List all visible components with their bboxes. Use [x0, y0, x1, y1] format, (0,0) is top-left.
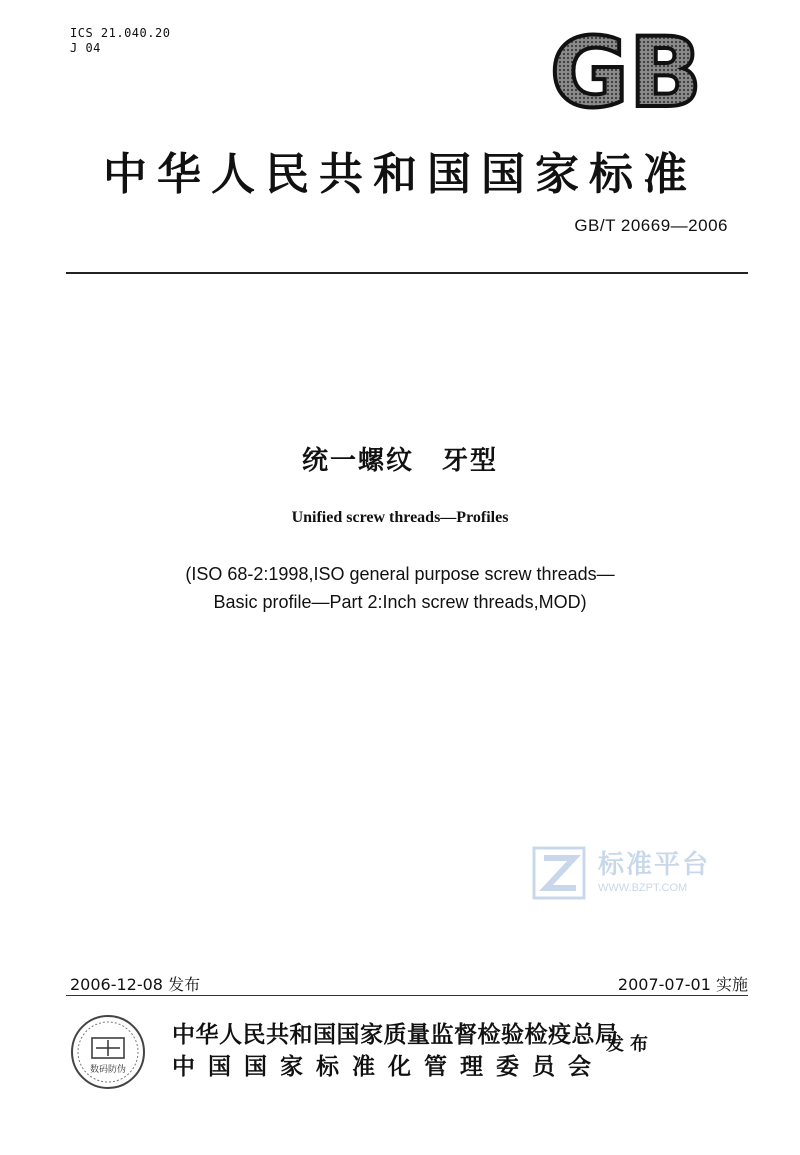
- issuer-sac: 中国国家标准化管理委员会: [172, 1054, 604, 1080]
- iso-reference-line2: Basic profile—Part 2:Inch screw threads,MOD): [213, 592, 587, 612]
- watermark: [530, 842, 730, 904]
- watermark-text: 标准平台: [598, 850, 711, 880]
- watermark-z-icon: [530, 842, 590, 902]
- header-divider: [66, 272, 748, 274]
- title-cn-part2: 牙型: [442, 446, 499, 476]
- document-title-cn: [0, 440, 800, 477]
- iso-reference: [0, 560, 800, 616]
- ics-classification: [70, 26, 170, 56]
- national-standard-title: 中华人民共和国国家标准: [103, 149, 697, 200]
- gb-logo-text: GB: [550, 20, 702, 120]
- seal-text: 数码防伪: [89, 1065, 127, 1075]
- issue-date: 2006-12-08 发布: [70, 975, 201, 994]
- title-cn-part1: 统一螺纹: [301, 446, 414, 476]
- issuer-aqsiq: 中华人民共和国国家质量监督检验检疫总局: [172, 1022, 619, 1048]
- footer-divider: [66, 995, 748, 996]
- standard-number: GB/T 20669—2006: [574, 216, 728, 235]
- document-title-en: Unified screw threads—Profiles: [291, 509, 509, 526]
- implementation-date: 2007-07-01 实施: [617, 975, 748, 994]
- ccs-code: J 04: [70, 41, 101, 55]
- gb-logo: [538, 20, 713, 120]
- watermark-url: WWW.BZPT.COM: [598, 882, 688, 894]
- anti-counterfeit-seal: [68, 1012, 148, 1092]
- ics-code: ICS 21.040.20: [70, 26, 171, 40]
- publish-label: 发布: [606, 1034, 654, 1055]
- iso-reference-line1: (ISO 68-2:1998,ISO general purpose screw threads—: [185, 564, 615, 584]
